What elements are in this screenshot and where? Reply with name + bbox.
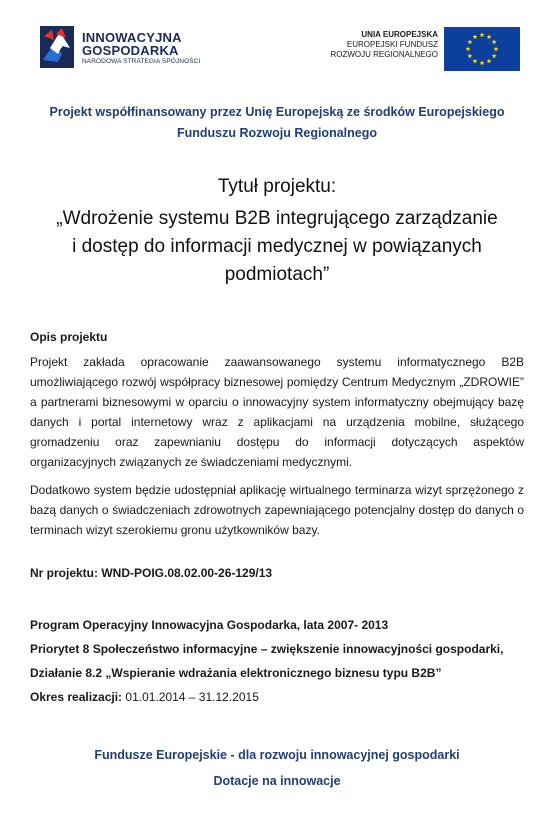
eu-star-icon: [487, 34, 492, 39]
project-number: Nr projektu: WND-POIG.08.02.00-26-129/13: [30, 566, 273, 580]
footer: [0, 742, 554, 794]
eu-star-icon: [473, 59, 478, 64]
footer-line2: Dotacje na innowacje: [213, 774, 341, 788]
logo-name-line2: GOSPODARKA: [82, 43, 179, 58]
description-paragraph-1: Projekt zakłada opracowanie zaawansowanego systemu informatycznego B2B umożliwiającego rozwój współpracy biznesowej pomiędzy Centrum Medycznym „ZDROWIE” a partnerami biznesowymi w oparciu o innowacyjny system informatyczny obejmujący bazę danych i portal internetowy wraz z aplikacjami na urządzenia mobilne, służącego gromadzeniu oraz zapewnianiu dostępu do informacji dotyczących aspektów organizacyjnych związanych ze świadczeniami medycznymi.: [30, 355, 524, 469]
eu-logo: [280, 27, 520, 71]
eu-logo-line3: ROZWOJU REGIONALNEGO: [330, 50, 438, 59]
eu-logo-line1: UNIA EUROPEJSKA: [361, 30, 438, 39]
program-line: Program Operacyjny Innowacyjna Gospodarka, lata 2007- 2013: [30, 618, 389, 632]
realization-period: [30, 685, 534, 709]
innowacyjna-gospodarka-emblem-icon: [40, 24, 78, 70]
eu-logo-line2: EUROPEJSKI FUNDUSZ: [346, 40, 438, 49]
project-title-label: Tytuł projektu:: [217, 176, 337, 197]
eu-star-icon: [480, 32, 485, 37]
eu-logo-text: [330, 30, 438, 60]
eu-stars-icon: [444, 27, 520, 71]
eu-star-icon: [492, 39, 497, 44]
project-title-line3: podmiotach”: [224, 264, 330, 285]
realization-period-label: Okres realizacji:: [30, 690, 123, 704]
eu-flag-icon: [444, 27, 520, 71]
program-info: [30, 613, 534, 709]
eu-star-icon: [487, 59, 492, 64]
description-heading: Opis projektu: [30, 330, 108, 344]
project-title-line2: i dostęp do informacji medycznej w powiązanych: [72, 236, 482, 257]
realization-period-value: 01.01.2014 – 31.12.2015: [125, 690, 259, 704]
logo-name-line1: INNOWACYJNA: [82, 30, 182, 45]
eu-star-icon: [480, 60, 485, 65]
eu-star-icon: [473, 34, 478, 39]
description-paragraph-2: Dodatkowo system będzie udostępniał aplikację wirtualnego terminarza wizyt sprzężonego z bazą danych o świadczeniach zdrowotnych zapewniającego potencjalny dostęp do danych o terminach wizyt szerokiemu gronu użytkowników bazy.: [30, 483, 524, 537]
project-title-line1: „Wdrożenie systemu B2B integrującego zarządzanie: [56, 208, 498, 229]
footer-line1: Fundusze Europejskie - dla rozwoju innowacyjnej gospodarki: [94, 748, 460, 762]
measure-line: Działanie 8.2 „Wspieranie wdrażania elektronicznego biznesu typu B2B”: [30, 666, 442, 680]
eu-star-icon: [467, 39, 472, 44]
eu-star-icon: [467, 53, 472, 58]
eu-star-icon: [466, 46, 471, 51]
logo-subtitle: NARODOWA STRATEGIA SPÓJNOŚCI: [82, 58, 201, 65]
innowacyjna-gospodarka-logo: [40, 24, 210, 72]
priority-line: Priorytet 8 Społeczeństwo informacyjne – zwiększenie innowacyjności gospodarki,: [30, 642, 504, 656]
eu-star-icon: [494, 46, 499, 51]
cofinance-line2: Funduszu Rozwoju Regionalnego: [177, 126, 377, 140]
cofinance-statement: [20, 102, 534, 144]
cofinance-line1: Projekt współfinansowany przez Unię Europejską ze środków Europejskiego: [49, 105, 505, 119]
project-title: [42, 205, 512, 289]
eu-star-icon: [492, 53, 497, 58]
project-description: [30, 330, 524, 548]
